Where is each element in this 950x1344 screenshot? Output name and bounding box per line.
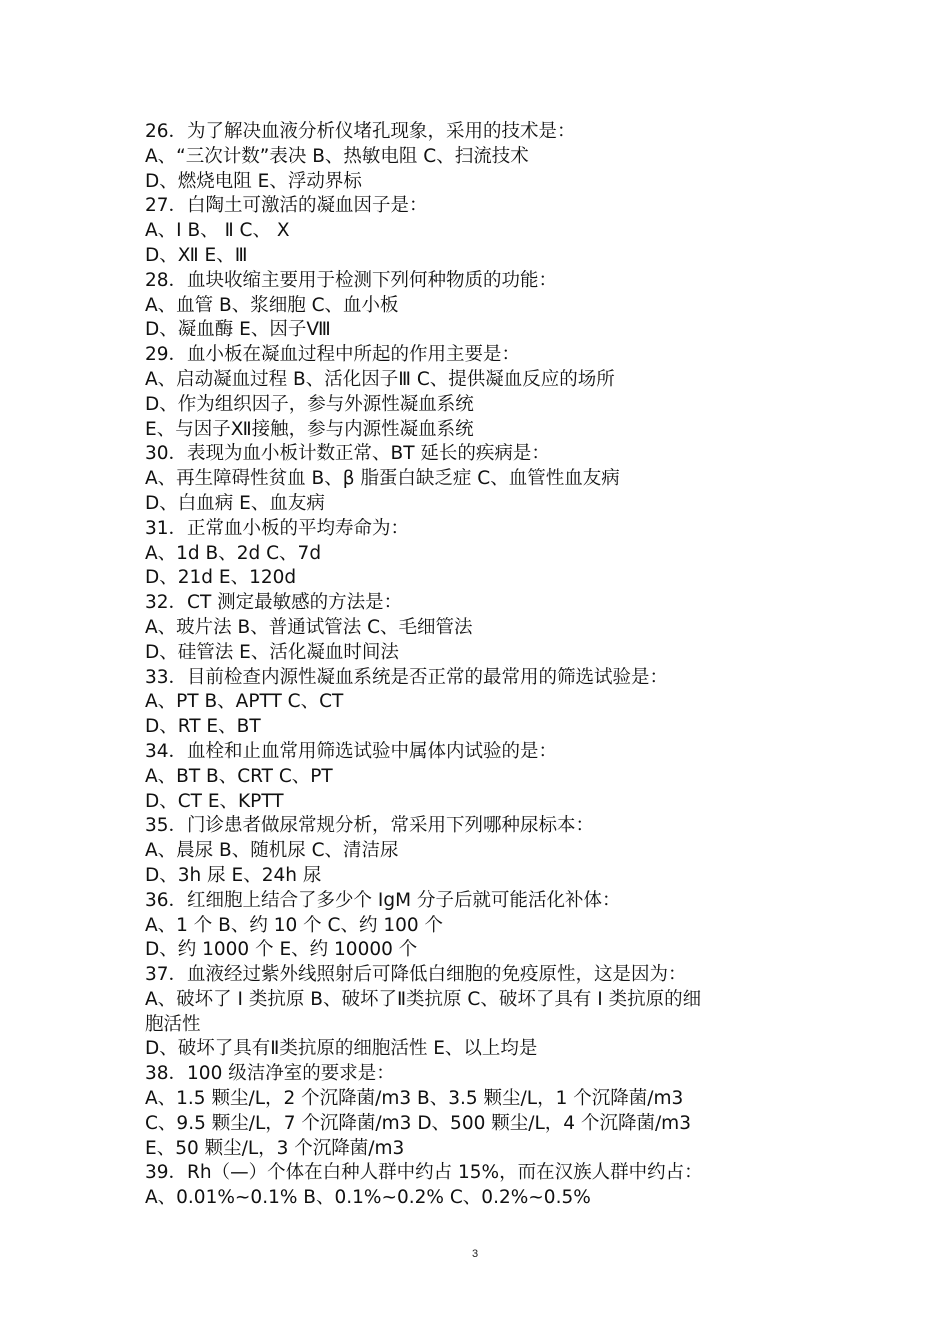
options-35-d-e: D、3h 尿 E、24h 尿 xyxy=(145,864,322,886)
options-30-d-e: D、白血病 E、血友病 xyxy=(145,492,325,514)
options-38-a-b: A、1.5 颗尘/L，2 个沉降菌/m3 B、3.5 颗尘/L，1 个沉降菌/m3 xyxy=(145,1088,684,1110)
question-37: 37．血液经过紫外线照射后可降低白细胞的免疫原性，这是因为： xyxy=(145,964,687,986)
options-35-a-c: A、晨尿 B、随机尿 C、清洁尿 xyxy=(145,840,399,862)
options-29-a-c: A、启动凝血过程 B、活化因子Ⅲ C、提供凝血反应的场所 xyxy=(145,368,615,390)
options-34-d-e: D、CT E、KPTT xyxy=(145,790,284,812)
question-35: 35．门诊患者做尿常规分析，常采用下列哪种尿标本： xyxy=(145,815,595,837)
options-32-a-c: A、玻片法 B、普通试管法 C、毛细管法 xyxy=(145,616,473,638)
options-28-a-c: A、血管 B、浆细胞 C、血小板 xyxy=(145,294,399,316)
options-29-e: E、与因子Ⅻ接触，参与内源性凝血系统 xyxy=(145,418,474,440)
options-36-d-e: D、约 1000 个 E、约 10000 个 xyxy=(145,939,418,961)
options-30-a-c: A、再生障碍性贫血 B、β 脂蛋白缺乏症 C、血管性血友病 xyxy=(145,468,620,490)
options-32-d-e: D、硅管法 E、活化凝血时间法 xyxy=(145,641,399,663)
options-33-d-e: D、RT E、BT xyxy=(145,716,261,738)
options-33-a-c: A、PT B、APTT C、CT xyxy=(145,691,344,713)
options-28-d-e: D、凝血酶 E、因子Ⅷ xyxy=(145,319,331,341)
options-36-a-c: A、1 个 B、约 10 个 C、约 100 个 xyxy=(145,914,444,936)
options-26-a-c: A、“三次计数”表决 B、热敏电阻 C、扫流技术 xyxy=(145,145,529,167)
question-27: 27．白陶土可激活的凝血因子是： xyxy=(145,195,428,217)
question-38: 38．100 级洁净室的要求是： xyxy=(145,1063,395,1085)
question-39: 39．Rh（—）个体在白种人群中约占 15%，而在汉族人群中约占： xyxy=(145,1162,703,1184)
options-34-a-c: A、BT B、CRT C、PT xyxy=(145,765,333,787)
options-37-c-continued: 胞活性 xyxy=(145,1013,201,1035)
question-29: 29．血小板在凝血过程中所起的作用主要是： xyxy=(145,344,521,366)
question-28: 28．血块收缩主要用于检测下列何种物质的功能： xyxy=(145,269,558,291)
question-31: 31．正常血小板的平均寿命为： xyxy=(145,517,410,539)
question-34: 34．血栓和止血常用筛选试验中属体内试验的是： xyxy=(145,740,558,762)
question-32: 32．CT 测定最敏感的方法是： xyxy=(145,592,403,614)
options-31-d-e: D、21d E、120d xyxy=(145,567,297,589)
options-29-d: D、作为组织因子，参与外源性凝血系统 xyxy=(145,393,474,415)
options-37-a-c: A、破坏了 I 类抗原 B、破坏了Ⅱ类抗原 C、破坏了具有 I 类抗原的细 xyxy=(145,988,702,1010)
document-body xyxy=(145,120,815,1211)
options-27-a-c: A、I B、 Ⅱ C、 Ⅹ xyxy=(145,220,290,242)
question-26: 26．为了解决血液分析仪堵孔现象，采用的技术是： xyxy=(145,121,576,142)
options-38-c-d: C、9.5 颗尘/L，7 个沉降菌/m3 D、500 颗尘/L，4 个沉降菌/m3 xyxy=(145,1112,691,1134)
options-31-a-c: A、1d B、2d C、7d xyxy=(145,542,322,564)
options-27-d-e: D、Ⅻ E、Ⅲ xyxy=(145,244,248,266)
question-30: 30．表现为血小板计数正常、BT 延长的疾病是： xyxy=(145,443,550,465)
options-39-a-c: A、0.01%~0.1% B、0.1%~0.2% C、0.2%~0.5% xyxy=(145,1187,591,1209)
options-26-d-e: D、燃烧电阻 E、浮动界标 xyxy=(145,170,362,192)
question-33: 33．目前检查内源性凝血系统是否正常的最常用的筛选试验是： xyxy=(145,666,669,688)
options-38-e: E、50 颗尘/L，3 个沉降菌/m3 xyxy=(145,1137,405,1159)
question-36: 36．红细胞上结合了多少个 IgM 分子后就可能活化补体： xyxy=(145,889,621,911)
options-37-d-e: D、破坏了具有Ⅱ类抗原的细胞活性 E、以上均是 xyxy=(145,1038,538,1060)
page-number: 3 xyxy=(471,1248,479,1260)
